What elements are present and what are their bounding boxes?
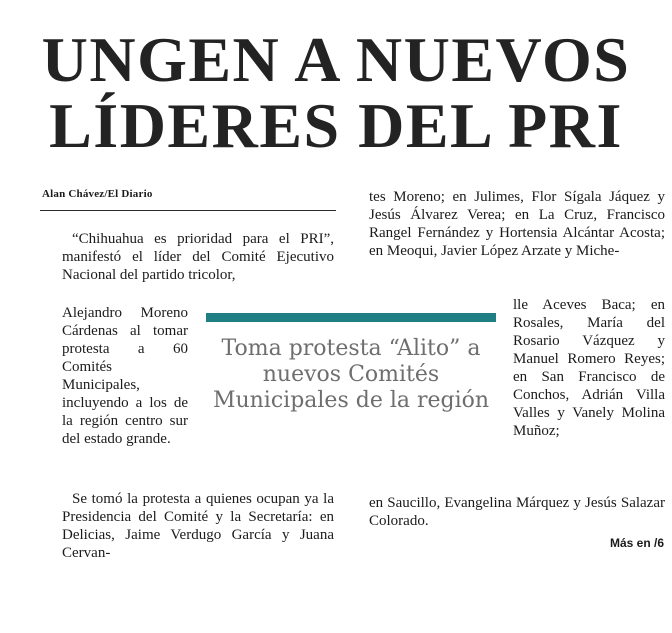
headline-line-1: UNGEN A NUEVOS <box>41 24 631 95</box>
body-paragraph-4: tes Moreno; en Julimes, Flor Sígala Jáquez y Jesús Álvarez Verea; en La Cruz, Francisco Rangel Fernández y Hortensia Alcántar Acosta; en Meoqui, Javier López Arzate y Miche- <box>369 189 665 259</box>
pullquote-accent-bar <box>206 313 496 322</box>
continued-on-page-link[interactable]: Más en /6 <box>609 536 664 550</box>
pullquote: Toma protesta “Alito” a nuevos Comités Municipales de la región <box>212 336 490 413</box>
body-paragraph-3: Se tomó la protesta a quienes ocupan ya la Presidencia del Comité y la Secretaría: en Delicias, Jaime Verdugo García y Juana Cervan- <box>62 491 334 561</box>
byline: Alan Chávez/El Diario <box>42 188 153 200</box>
headline-line-2: LÍDERES DEL PRI <box>49 90 623 161</box>
body-paragraph-2: Alejandro Moreno Cárdenas al tomar protesta a 60 Comités Municipales, incluyendo a los de la región centro sur del estado grande. <box>62 305 188 447</box>
byline-divider <box>40 210 336 211</box>
body-paragraph-1: “Chihuahua es prioridad para el PRI”, manifestó el líder del Comité Ejecutivo Nacional del partido tricolor, <box>62 231 334 283</box>
body-paragraph-6: en Saucillo, Evangelina Márquez y Jesús Salazar Colorado. <box>369 495 665 529</box>
body-paragraph-5: lle Aceves Baca; en Rosales, María del Rosario Vázquez y Manuel Romero Reyes; en San Francisco de Conchos, Adrián Villa Valles y Vanely Molina Muñoz; <box>513 297 665 439</box>
